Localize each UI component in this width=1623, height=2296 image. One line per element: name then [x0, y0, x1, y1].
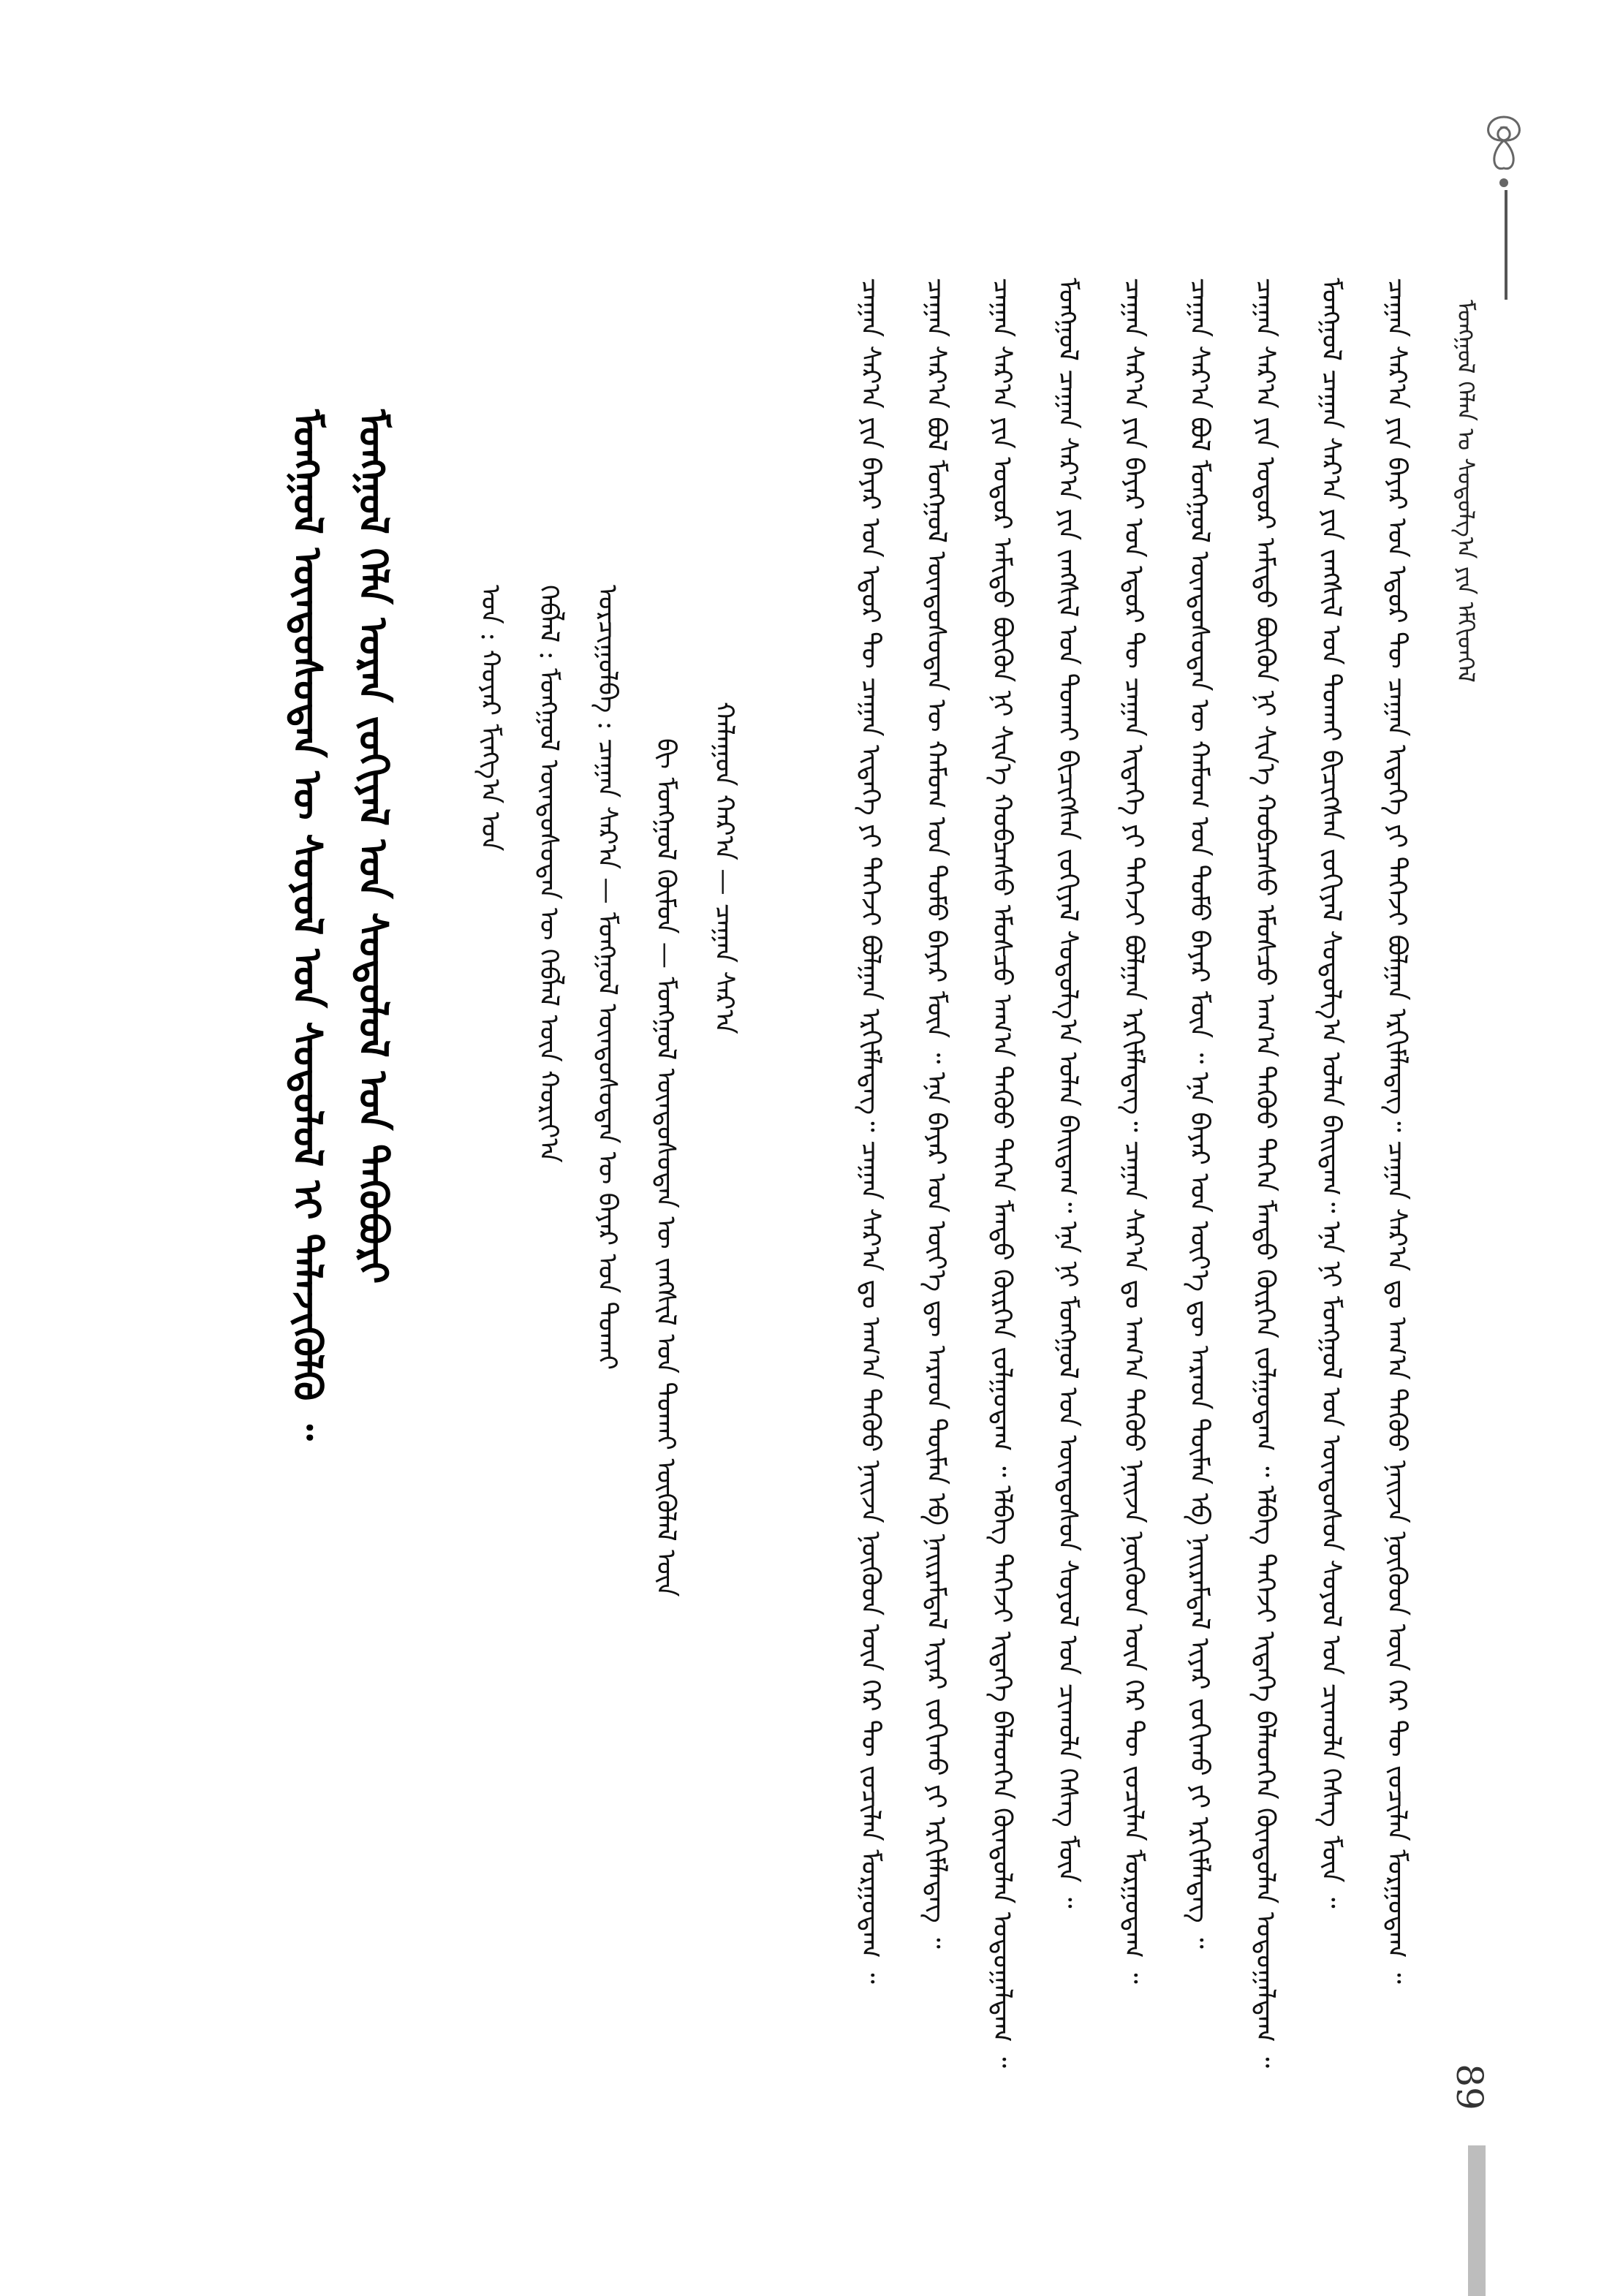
- citation-line-1: ᠬᠠᠯᠠᠭᠤᠨ ᠬᠠᠷ᠎ᠠ — ᠴᠠᠭᠠᠨ ᠰᠠᠷ᠎ᠠ: [709, 702, 739, 1034]
- citation-line-2: ᠪᠢ ᠮᠣᠩᠭᠣᠯ ᠬᠦᠮᠦᠨ — ᠮᠣᠩᠭᠣᠯ ᠦᠨᠳᠦᠰᠦᠲᠡᠨ ᠦ ᠵᠠᠩᠱᠢᠯ ᠤᠨ ᠲᠤᠬᠠᠢ ᠦᠭᠦᠯᠡᠯ ᠦᠨ: [651, 738, 681, 1597]
- citation-line-4: ᠬᠡᠪᠯᠡᠯ : ᠮᠣᠩᠭᠣᠯ ᠦᠨᠳᠦᠰᠦᠲᠡᠨ ᠦ ᠬᠡᠪᠯᠡᠯ ᠦᠨ ᠬᠣᠷᠢᠶ᠎ᠠ: [534, 585, 564, 1163]
- citation-line-3: ᠣᠷᠴᠢᠭᠤᠯᠪᠠ : ᠴᠠᠭᠠᠨ ᠰᠠᠷ᠎ᠠ — ᠮᠣᠩᠭᠣᠯ ᠦᠨᠳᠦᠰᠦᠲᠡᠨ ᠦ ᠪᠠᠶᠠᠷ ᠤᠨ ᠲᠤᠬᠠᠢ: [592, 585, 622, 1371]
- body-column-9: ᠴᠠᠭᠠᠨ ᠰᠠᠷ᠎ᠠ ᠶᠢᠨ ᠪᠠᠶᠠᠷ ᠤᠨ ᠡᠳᠦᠷ ᠲᠦ ᠴᠠᠭᠠᠨ ᠢᠳᠡᠭᠡ ᠶᠢ ᠳᠡᠭᠡᠵᠢ ᠪᠣᠯᠭᠠᠨ ᠡᠷᠬᠢᠮᠯᠡᠳᠡᠭ᠃ ᠴᠠᠭᠠᠨ ᠰᠠᠷ᠎ᠠ ᠳᠤ ᠠᠬ᠎ᠠ ᠳᠡᠭᠦᠦ ᠨᠠᠢᠵᠠ ᠨᠥᠬᠦᠳ ᠦᠨ ᠭᠡᠷ ᠲᠦ ᠵᠣᠴᠢᠯᠠᠨ ᠮᠣᠷᠭᠣᠳᠠᠭ ᠃: [855, 278, 885, 1984]
- page-number: 89: [1448, 2064, 1491, 2110]
- body-column-3: ᠴᠠᠭᠠᠨ ᠰᠠᠷ᠎ᠠ ᠶᠢᠨ ᠤᠳᠤᠷ ᠠᠮᠢᠳᠤ ᠪᠦᠬᠦᠨ ᠨᠢ ᠰᠢᠨ᠎ᠡ ᠬᠤᠪᠴᠠᠰᠤ ᠡᠮᠦᠰᠴᠦ ᠠᠬ᠎ᠠ ᠳᠡᠭᠦᠦ ᠳᠡᠭᠡᠨ ᠮᠡᠨᠳᠦ ᠬᠦᠷᠭᠡᠨ ᠵᠣᠯᠭᠣᠳᠠᠭ ᠃ ᠡᠯᠪᠡᠭ ᠳᠡᠭᠡᠵᠢ ᠢᠳᠡᠭᠡ ᠪᠡᠯᠡᠳᠬᠡᠨ ᠬᠦᠨᠳᠦᠯᠡᠨ ᠤᠳᠤᠭᠠᠯᠳᠠᠭ ᠃: [1250, 278, 1280, 2068]
- body-column-5: ᠴᠠᠭᠠᠨ ᠰᠠᠷ᠎ᠠ ᠶᠢᠨ ᠪᠠᠶᠠᠷ ᠤᠨ ᠡᠳᠦᠷ ᠲᠦ ᠴᠠᠭᠠᠨ ᠢᠳᠡᠭᠡ ᠶᠢ ᠳᠡᠭᠡᠵᠢ ᠪᠣᠯᠭᠠᠨ ᠡᠷᠬᠢᠮᠯᠡᠳᠡᠭ᠃ ᠴᠠᠭᠠᠨ ᠰᠠᠷ᠎ᠠ ᠳᠤ ᠠᠬ᠎ᠠ ᠳᠡᠭᠦᠦ ᠨᠠᠢᠵᠠ ᠨᠥᠬᠦᠳ ᠦᠨ ᠭᠡᠷ ᠲᠦ ᠵᠣᠴᠢᠯᠠᠨ ᠮᠣᠷᠭᠣᠳᠠᠭ ᠃: [1119, 278, 1149, 1984]
- section-heading-line-1: ᠮᠣᠩᠭᠣᠯ ᠦᠨᠳᠦᠰᠦᠲᠡᠨ ᠦ ᠰᠣᠶᠣᠯ ᠤᠨ ᠰᠣᠳᠤᠯᠤᠯ ᠢ ᠲᠡᠯᠡᠵᠢᠭᠦᠯᠬᠦ ᠃: [284, 409, 330, 1441]
- body-column-8: ᠴᠠᠭᠠᠨ ᠰᠠᠷ᠎ᠠ ᠪᠣᠯ ᠮᠣᠩᠭᠣᠯ ᠦᠨᠳᠦᠰᠦᠲᠡᠨ ᠦ ᠬᠠᠮᠤᠭ ᠤᠨ ᠲᠣᠮᠣ ᠪᠠᠶᠠᠷ ᠮᠥᠨ ᠃ ᠡᠨᠡ ᠪᠠᠶᠠᠷ ᠤᠨ ᠦᠶ᠎ᠡ ᠳᠦ ᠠᠷᠠᠳ ᠲᠦᠮᠡᠨ ᠡᠪ ᠨᠠᠢᠷᠠᠮᠳᠠᠯ ᠢᠶᠠᠷ ᠵᠣᠬᠢᠬᠤ ᠶᠢ ᠡᠷᠬᠢᠮᠯᠡᠳᠡᠭ ᠃: [921, 278, 951, 1949]
- section-heading-line-2: ᠮᠣᠩᠭᠣᠯ ᠬᠡᠯᠡ ᠤᠷᠠᠨ ᠵᠣᠬᠢᠶᠠᠯ ᠤᠨ ᠰᠣᠳᠤᠯᠤᠯ ᠤᠨ ᠲᠡᠭᠦᠪᠦᠷᠢ: [350, 409, 396, 1284]
- body-column-1: ᠴᠠᠭᠠᠨ ᠰᠠᠷ᠎ᠠ ᠶᠢᠨ ᠪᠠᠶᠠᠷ ᠤᠨ ᠡᠳᠦᠷ ᠲᠦ ᠴᠠᠭᠠᠨ ᠢᠳᠡᠭᠡ ᠶᠢ ᠳᠡᠭᠡᠵᠢ ᠪᠣᠯᠭᠠᠨ ᠡᠷᠬᠢᠮᠯᠡᠳᠡᠭ᠃ ᠴᠠᠭᠠᠨ ᠰᠠᠷ᠎ᠠ ᠳᠤ ᠠᠬ᠎ᠠ ᠳᠡᠭᠦᠦ ᠨᠠᠢᠵᠠ ᠨᠥᠬᠦᠳ ᠦᠨ ᠭᠡᠷ ᠲᠦ ᠵᠣᠴᠢᠯᠠᠨ ᠮᠣᠷᠭᠣᠳᠠᠭ ᠃: [1382, 278, 1412, 1984]
- running-header: ᠮᠣᠩᠭᠣᠯ ᠬᠡᠯᠡᠨ ᠤ ᠰᠤᠳᠤᠯᠭ᠎ᠠ ᠶᠢᠨ ᠡᠮᠬᠢᠳᠬᠡᠯ: [1452, 300, 1480, 683]
- header-rule: [1505, 190, 1507, 300]
- body-column-2: ᠮᠣᠩᠭᠣᠯ ᠴᠠᠭᠠᠨ ᠰᠠᠷ᠎ᠠ ᠶᠢᠨ ᠵᠠᠩᠱᠢᠯ ᠤᠨ ᠲᠤᠬᠠᠢ ᠪᠢᠴᠢᠭᠰᠡᠨ ᠵᠣᠬᠢᠶᠠᠯ ᠰᠣᠳᠤᠯᠭ᠎ᠠ ᠣᠯᠠᠨ ᠪᠠᠢᠳᠠᠭ᠃ ᠡᠨᠡ ᠨᠢ ᠮᠣᠩᠭᠣᠯ ᠤᠨ ᠦᠨᠳᠦᠰᠦᠨ ᠰᠣᠶᠣᠯ ᠤᠨ ᠴᠢᠬᠤᠯᠠ ᠬᠡᠰᠡᠭ ᠮᠥᠨ ᠃: [1316, 278, 1346, 1909]
- citation-line-5: ᠣᠨ : ᠬᠣᠶᠠᠷ ᠮᠢᠩᠭ᠎ᠠ ᠣᠨ: [475, 585, 505, 852]
- ornament-flourish-icon: [1471, 110, 1537, 197]
- body-column-6: ᠮᠣᠩᠭᠣᠯ ᠴᠠᠭᠠᠨ ᠰᠠᠷ᠎ᠠ ᠶᠢᠨ ᠵᠠᠩᠱᠢᠯ ᠤᠨ ᠲᠤᠬᠠᠢ ᠪᠢᠴᠢᠭᠰᠡᠨ ᠵᠣᠬᠢᠶᠠᠯ ᠰᠣᠳᠤᠯᠭ᠎ᠠ ᠣᠯᠠᠨ ᠪᠠᠢᠳᠠᠭ᠃ ᠡᠨᠡ ᠨᠢ ᠮᠣᠩᠭᠣᠯ ᠤᠨ ᠦᠨᠳᠦᠰᠦᠨ ᠰᠣᠶᠣᠯ ᠤᠨ ᠴᠢᠬᠤᠯᠠ ᠬᠡᠰᠡᠭ ᠮᠥᠨ ᠃: [1053, 278, 1083, 1909]
- body-column-4: ᠴᠠᠭᠠᠨ ᠰᠠᠷ᠎ᠠ ᠪᠣᠯ ᠮᠣᠩᠭᠣᠯ ᠦᠨᠳᠦᠰᠦᠲᠡᠨ ᠦ ᠬᠠᠮᠤᠭ ᠤᠨ ᠲᠣᠮᠣ ᠪᠠᠶᠠᠷ ᠮᠥᠨ ᠃ ᠡᠨᠡ ᠪᠠᠶᠠᠷ ᠤᠨ ᠦᠶ᠎ᠡ ᠳᠦ ᠠᠷᠠᠳ ᠲᠦᠮᠡᠨ ᠡᠪ ᠨᠠᠢᠷᠠᠮᠳᠠᠯ ᠢᠶᠠᠷ ᠵᠣᠬᠢᠬᠤ ᠶᠢ ᠡᠷᠬᠢᠮᠯᠡᠳᠡᠭ ᠃: [1184, 278, 1214, 1949]
- side-tab-marker: [1468, 2145, 1486, 2296]
- body-column-7: ᠴᠠᠭᠠᠨ ᠰᠠᠷ᠎ᠠ ᠶᠢᠨ ᠤᠳᠤᠷ ᠠᠮᠢᠳᠤ ᠪᠦᠬᠦᠨ ᠨᠢ ᠰᠢᠨ᠎ᠡ ᠬᠤᠪᠴᠠᠰᠤ ᠡᠮᠦᠰᠴᠦ ᠠᠬ᠎ᠠ ᠳᠡᠭᠦᠦ ᠳᠡᠭᠡᠨ ᠮᠡᠨᠳᠦ ᠬᠦᠷᠭᠡᠨ ᠵᠣᠯᠭᠣᠳᠠᠭ ᠃ ᠡᠯᠪᠡᠭ ᠳᠡᠭᠡᠵᠢ ᠢᠳᠡᠭᠡ ᠪᠡᠯᠡᠳᠬᠡᠨ ᠬᠦᠨᠳᠦᠯᠡᠨ ᠤᠳᠤᠭᠠᠯᠳᠠᠭ ᠃: [987, 278, 1017, 2068]
